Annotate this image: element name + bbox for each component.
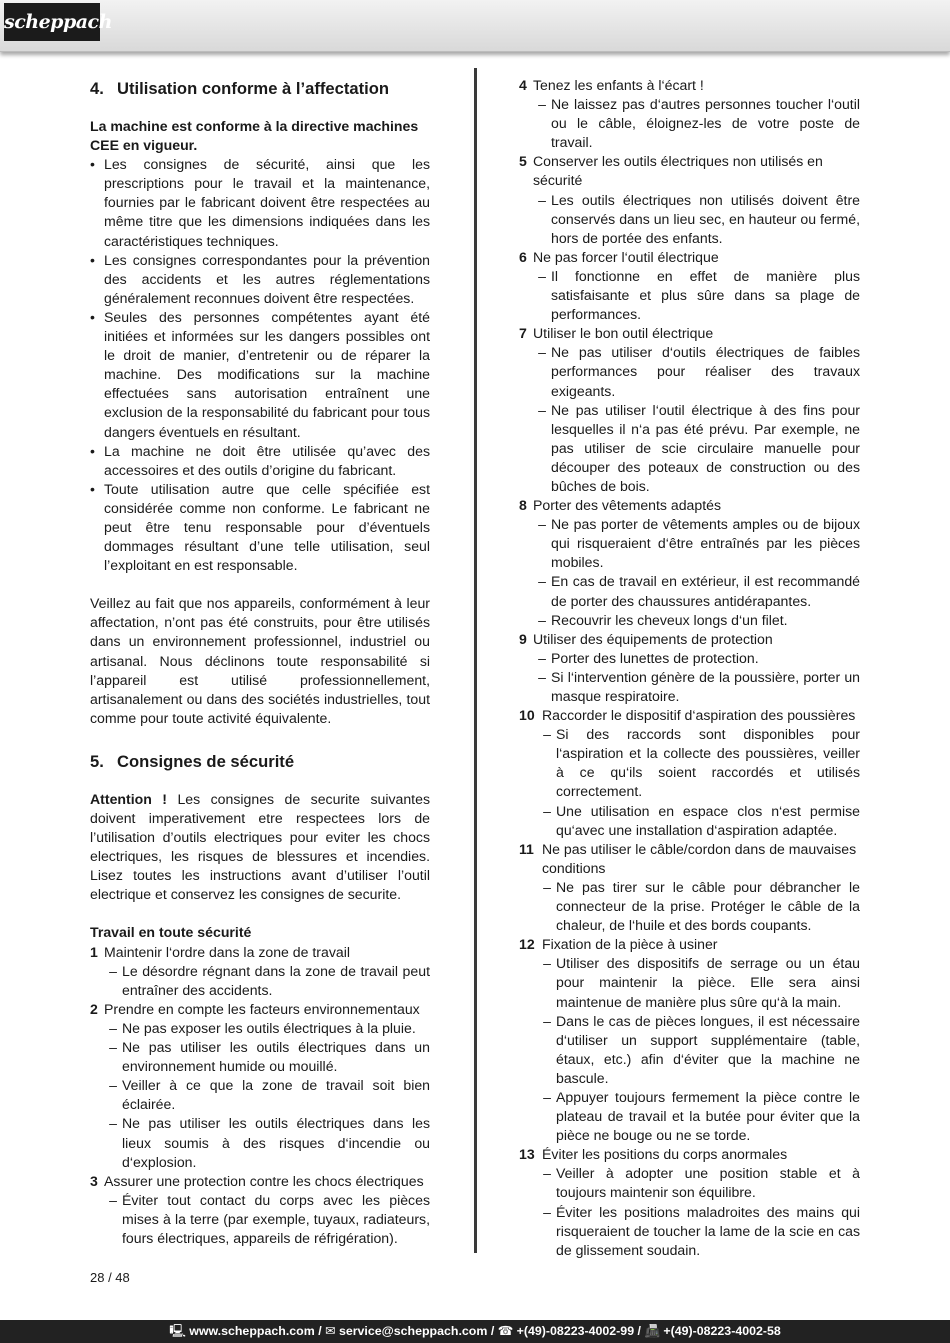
section-4-title: Utilisation conforme à l’affectation xyxy=(117,79,389,98)
item-title: Conserver les outils électriques non utilisés en sécurité xyxy=(533,153,823,189)
item-number: 12 xyxy=(519,936,535,953)
dash-icon: – xyxy=(538,649,546,666)
dash-item xyxy=(519,1012,860,1088)
dash-item xyxy=(519,515,860,572)
dash-icon: – xyxy=(538,573,546,590)
bullet-text: Les consignes correspondantes pour la prévention des accidents et les autres réglementations généralement reconnues doivent être respectées. xyxy=(104,251,430,306)
safety-item xyxy=(519,248,860,267)
dash-text: Ne pas tirer sur le câble pour débrancher le connecteur de la prise. Protéger le câble de la chaleur, de l‘huile et des bords coupants. xyxy=(556,878,860,934)
bullet-text: Toute utilisation autre que celle spécifiée est considérée comme non conforme. Le fabricant ne peut être tenu responsable pour d’éventuels dommages résultant d’une telle utilisation, seul l’exploitant en est responsable. xyxy=(104,480,430,574)
bullet-item xyxy=(90,251,430,308)
dash-icon: – xyxy=(538,191,546,208)
dash-text: Le désordre régnant dans la zone de travail peut entraîner des accidents. xyxy=(122,962,430,998)
dash-icon: – xyxy=(538,401,546,418)
dash-text: Il fonctionne en effet de manière plus satisfaisante et plus sûre dans sa plage de performances. xyxy=(551,267,860,323)
left-column xyxy=(90,76,430,1248)
dash-text: Ne pas utiliser les outils électriques dans un environnement humide ou mouillé. xyxy=(122,1039,430,1075)
dash-icon: – xyxy=(543,955,551,972)
dash-icon: – xyxy=(109,962,117,979)
dash-text: Utiliser des dispositifs de serrage ou un étau pour maintenir la pièce. Elle sera ainsi maintenue de manière plus sûre qu‘à la main. xyxy=(556,955,860,1010)
footer-web[interactable]: www.scheppach.com xyxy=(189,1324,315,1338)
phone-icon: ☎ xyxy=(497,1324,514,1338)
section-5-number: 5. xyxy=(90,751,104,771)
dash-item xyxy=(519,649,860,668)
dash-item xyxy=(519,954,860,1011)
dash-icon: – xyxy=(543,1088,551,1105)
footer-separator: / xyxy=(490,1324,495,1338)
dash-text: Éviter les positions maladroites des mains qui risqueraient de toucher la lame de la scie en cas de glissement soudain. xyxy=(556,1203,860,1258)
dash-item xyxy=(519,878,860,935)
section-5-heading xyxy=(90,749,430,775)
dash-text: Si des raccords sont disponibles pour l‘aspiration et la collecte des poussières, veiller à ce qu‘ils soient raccordés et utilisés correctement. xyxy=(556,726,860,800)
dash-text: Ne pas utiliser l‘outil électrique à des fins pour lesquelles il n‘a pas été prévu. Par exemple, ne pas utiliser de scie circulaire manuelle pour découper des poteaux de construction ou des bûches de bois. xyxy=(551,401,860,494)
dash-item xyxy=(519,1203,860,1260)
dash-text: Si l‘intervention génère de la poussière, porter un masque respiratoire. xyxy=(551,668,860,704)
dash-item xyxy=(519,725,860,801)
item-number: 3 xyxy=(90,1172,98,1189)
dash-item xyxy=(90,1076,430,1114)
dash-text: Veiller à adopter une position stable et à toujours maintenir son équilibre. xyxy=(556,1165,860,1201)
item-number: 4 xyxy=(519,77,527,93)
dash-item xyxy=(90,1191,430,1248)
item-number: 6 xyxy=(519,248,527,265)
dash-item xyxy=(519,1088,860,1145)
dash-icon: – xyxy=(538,516,546,533)
item-number: 2 xyxy=(90,1000,98,1017)
dash-icon: – xyxy=(543,726,551,743)
section-4-bullets xyxy=(90,155,430,575)
item-number: 5 xyxy=(519,153,527,170)
safety-item xyxy=(519,706,860,725)
dash-item xyxy=(519,95,860,152)
safety-item xyxy=(519,1145,860,1164)
section-4-lead: La machine est conforme à la directive machines CEE en vigueur. xyxy=(90,118,419,154)
item-number: 11 xyxy=(519,840,534,857)
item-title: Utiliser le bon outil électrique xyxy=(533,325,714,342)
dash-item xyxy=(519,267,860,324)
dash-icon: – xyxy=(109,1077,117,1094)
bullet-icon: • xyxy=(90,156,95,173)
dash-item xyxy=(519,401,860,496)
safety-subheading: Travail en toute sécurité xyxy=(90,924,252,941)
item-title: Assurer une protection contre les chocs électriques xyxy=(104,1172,424,1189)
dash-icon: – xyxy=(538,344,546,361)
dash-text: En cas de travail en extérieur, il est recommandé de porter des chaussures antidérapantes. xyxy=(551,573,860,609)
computer-icon: 🖳 xyxy=(169,1324,186,1338)
fax-icon: 📠 xyxy=(644,1324,660,1338)
dash-icon: – xyxy=(538,611,546,628)
bullet-item xyxy=(90,442,430,480)
dash-item xyxy=(519,1164,860,1202)
dash-item xyxy=(90,1019,430,1038)
dash-text: Une utilisation en espace clos n‘est permise qu‘avec une installation d‘aspiration adaptée. xyxy=(556,802,860,838)
section-4-number: 4. xyxy=(90,79,104,98)
section-4-paragraph: Veillez au fait que nos appareils, conformément à leur affectation, n’ont pas été construits, pour être utilisés dans un environnement professionnel, industriel ou artisanal. Nous déclinons toute responsabilité si l’appareil est utilisé professionnellement, artisanalement ou dans des sociétés industrielles, tout comme pour toute activité équivalente. xyxy=(90,595,430,726)
dash-icon: – xyxy=(538,267,546,284)
item-number: 10 xyxy=(519,707,535,724)
dash-text: Dans le cas de pièces longues, il est nécessaire d‘utiliser un support supplémentaire (table, étaux, etc.) afin d‘éviter que la machine ne bascule. xyxy=(556,1012,860,1086)
dash-icon: – xyxy=(543,802,551,819)
dash-text: Ne pas exposer les outils électriques à la pluie. xyxy=(122,1019,416,1036)
item-title: Fixation de la pièce à usiner xyxy=(542,936,718,953)
dash-icon: – xyxy=(109,1115,117,1132)
footer-separator: / xyxy=(637,1324,641,1338)
dash-item xyxy=(519,572,860,610)
bullet-icon: • xyxy=(90,308,95,325)
safety-item xyxy=(519,324,860,343)
dash-item xyxy=(90,1038,430,1076)
column-divider xyxy=(474,68,477,1253)
bullet-icon: • xyxy=(90,251,95,268)
dash-text: Ne pas porter de vêtements amples ou de bijoux qui risqueraient d‘être entraînés par les pièces mobiles. xyxy=(551,516,860,571)
dash-icon: – xyxy=(109,1191,117,1208)
item-title: Ne pas utiliser le câble/cordon dans de mauvaises conditions xyxy=(542,840,857,876)
item-title: Prendre en compte les facteurs environnementaux xyxy=(104,1000,420,1017)
dash-text: Ne laissez pas d‘autres personnes toucher l‘outil ou le câble, éloignez-les de votre poste de travail. xyxy=(551,96,860,151)
dash-icon: – xyxy=(538,96,546,113)
attention-label: Attention ! xyxy=(90,790,167,807)
dash-text: Les outils électriques non utilisés doivent être conservés dans un lieu sec, en hauteur ou fermé, hors de portée des enfants. xyxy=(551,191,860,246)
dash-text: Ne pas utiliser les outils électriques dans les lieux soumis à des risques d‘incendie ou d‘explosion. xyxy=(122,1115,430,1170)
bullet-item xyxy=(90,308,430,442)
dash-icon: – xyxy=(109,1039,117,1056)
dash-text: Appuyer toujours fermement la pièce contre le plateau de travail et la butée pour éviter que la pièce ne bouge ou ne se torde. xyxy=(556,1088,860,1144)
dash-item xyxy=(519,611,860,630)
page-header xyxy=(0,0,950,52)
dash-text: Recouvrir les cheveux longs d‘un filet. xyxy=(551,611,788,628)
safety-item xyxy=(519,840,860,878)
bullet-text: Seules des personnes compétentes ayant été initiées et informées sur les dangers possibles ont le droit de manier, d’entretenir ou de réparer la machine. Des modifications sur la machine effectuées sans autorisation entraînent une exclusion de la responsabilité du fabricant pour tous dangers éventuels en résultant. xyxy=(104,308,430,440)
dash-item xyxy=(90,962,430,1000)
dash-item xyxy=(519,802,860,840)
dash-icon: – xyxy=(543,878,551,895)
dash-item xyxy=(90,1114,430,1171)
dash-text: Veiller à ce que la zone de travail soit bien éclairée. xyxy=(122,1077,430,1113)
item-number: 1 xyxy=(90,943,98,960)
item-number: 7 xyxy=(519,325,527,342)
item-title: Maintenir l‘ordre dans la zone de travail xyxy=(104,943,350,960)
section-5-title: Consignes de sécurité xyxy=(117,751,295,771)
bullet-icon: • xyxy=(90,442,95,459)
safety-item xyxy=(90,1172,430,1191)
page-number: 28 / 48 xyxy=(90,1270,130,1285)
item-title: Porter des vêtements adaptés xyxy=(533,497,722,514)
dash-item xyxy=(519,668,860,706)
item-number: 13 xyxy=(519,1146,535,1163)
footer-phone: +(49)-08223-4002-99 xyxy=(516,1324,635,1338)
dash-icon: – xyxy=(543,1165,551,1182)
dash-icon: – xyxy=(543,1012,551,1029)
page-footer xyxy=(0,1320,950,1343)
email-icon: ✉ xyxy=(325,1324,336,1338)
bullet-item xyxy=(90,155,430,250)
dash-icon: – xyxy=(543,1203,551,1220)
bullet-icon: • xyxy=(90,480,95,497)
safety-item xyxy=(519,152,860,190)
item-title: Éviter les positions du corps anormales xyxy=(542,1146,788,1163)
brand-logo: scheppach xyxy=(4,3,100,41)
right-column xyxy=(519,76,860,1260)
bullet-text: Les consignes de sécurité, ainsi que les prescriptions pour le travail et la maintenance, fournies par le fabricant doivent être respectées au même titre que les dimensions indiquées dans les caractéristiques techniques. xyxy=(104,156,430,249)
bullet-text: La machine ne doit être utilisée qu’avec des accessoires et des outils d’origine du fabricant. xyxy=(104,442,430,478)
dash-icon: – xyxy=(109,1019,117,1036)
item-title: Raccorder le dispositif d‘aspiration des poussières xyxy=(542,707,856,724)
item-title: Ne pas forcer l‘outil électrique xyxy=(533,248,719,265)
footer-separator: / xyxy=(318,1324,322,1338)
footer-email[interactable]: service@scheppach.com xyxy=(338,1324,488,1338)
section-4-heading xyxy=(90,76,430,102)
safety-item xyxy=(519,935,860,954)
dash-item xyxy=(519,191,860,248)
bullet-item xyxy=(90,480,430,575)
left-safety-list xyxy=(90,943,430,1249)
section-5-paragraph xyxy=(90,790,430,905)
safety-item xyxy=(90,1000,430,1019)
item-number: 9 xyxy=(519,630,527,647)
safety-item xyxy=(519,630,860,649)
safety-item xyxy=(519,76,860,95)
dash-text: Ne pas utiliser d‘outils électriques de faibles performances pour réaliser des travaux exigeants. xyxy=(551,344,860,399)
item-title: Tenez les enfants à l‘écart ! xyxy=(533,77,704,93)
section-5-text: Les consignes de securite suivantes doivent imperativement etre respectees lors de l’utilisation d’outils electriques pour eviter les chocs electriques, les risques de blessures et incendies. Lisez toutes les instructions avant d’utiliser l’outil electrique et conservez les consignes de securite. xyxy=(90,790,430,903)
right-safety-list xyxy=(519,76,860,1260)
safety-item xyxy=(90,943,430,962)
dash-item xyxy=(519,343,860,400)
dash-icon: – xyxy=(538,668,546,685)
dash-text: Éviter tout contact du corps avec les pièces mises à la terre (par exemple, tuyaux, radiateurs, fours électriques, appareils de réfrigération). xyxy=(122,1191,430,1246)
item-title: Utiliser des équipements de protection xyxy=(533,630,773,647)
item-number: 8 xyxy=(519,497,527,514)
safety-item xyxy=(519,496,860,515)
footer-fax: +(49)-08223-4002-58 xyxy=(663,1324,781,1338)
dash-text: Porter des lunettes de protection. xyxy=(551,649,759,666)
